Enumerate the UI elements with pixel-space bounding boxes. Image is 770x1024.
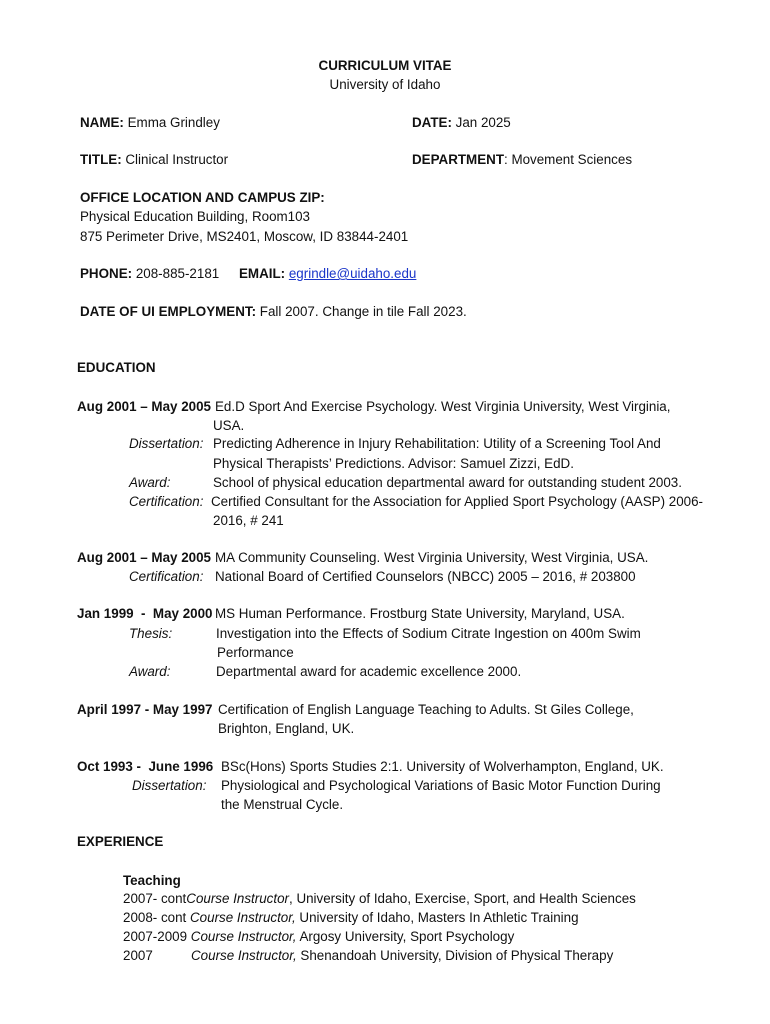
edu1-dissertation-line1: Predicting Adherence in Injury Rehabilitation: Utility of a Screening Tool And: [213, 436, 661, 451]
edu5-dissertation-label: Dissertation:: [132, 778, 207, 793]
edu5-degree: BSc(Hons) Sports Studies 2:1. University of Wolverhampton, England, UK.: [221, 759, 664, 774]
teaching-sep: ,: [288, 891, 293, 906]
edu4-line1: Certification of English Language Teaching to Adults. St Giles College,: [218, 702, 634, 717]
edu1-degree-line2: USA.: [213, 418, 245, 433]
edu5-dates: Oct 1993 - June 1996: [77, 759, 214, 774]
email-link[interactable]: egrindle@uidaho.edu: [288, 266, 417, 281]
teaching-row-detail: [191, 946, 613, 965]
edu2-degree: MA Community Counseling. West Virginia University, West Virginia, USA.: [215, 550, 649, 565]
date-row: [412, 113, 511, 132]
edu5-dissertation-line1: Physiological and Psychological Variations of Basic Motor Function During: [221, 778, 661, 793]
title-row: [80, 150, 228, 169]
edu2-certification-label: Certification:: [129, 569, 204, 584]
department-value: : Movement Sciences: [504, 152, 633, 167]
edu1-dissertation-line2: Physical Therapists’ Predictions. Advisor: Samuel Zizzi, EdD.: [213, 456, 574, 471]
edu1-certification-line2: 2016, # 241: [213, 513, 284, 528]
teaching-row: [123, 889, 636, 908]
edu1-certification-line1: Certified Consultant for the Association for Applied Sport Psychology (AASP) 2006-: [211, 494, 703, 509]
edu1-award-label: Award:: [129, 475, 171, 490]
teaching-role: Course Instructor,: [191, 948, 297, 963]
edu4-dates: April 1997 - May 1997: [77, 702, 213, 717]
edu1-certification-label: Certification:: [129, 494, 204, 509]
teaching-place: University of Idaho, Exercise, Sport, and Health Sciences: [292, 891, 636, 906]
edu1-dissertation-label: Dissertation:: [129, 436, 204, 451]
teaching-role: Course Instructor,: [190, 910, 296, 925]
edu2-dates: Aug 2001 – May 2005: [77, 550, 211, 565]
institution-name: University of Idaho: [329, 77, 441, 92]
edu3-award-label: Award:: [129, 664, 171, 679]
edu3-award: Departmental award for academic excellence 2000.: [216, 664, 522, 679]
name-value: Emma Grindley: [127, 115, 220, 130]
edu3-thesis-line2: Performance: [217, 645, 294, 660]
cv-title: CURRICULUM VITAE: [318, 58, 452, 73]
title-value: Clinical Instructor: [125, 152, 229, 167]
edu2-certification: National Board of Certified Counselors (NBCC) 2005 – 2016, # 203800: [215, 569, 636, 584]
employment-value: Fall 2007. Change in tile Fall 2023.: [259, 304, 467, 319]
teaching-heading: Teaching: [123, 873, 181, 888]
teaching-years: 2007-2009: [123, 929, 188, 944]
edu1-dates: Aug 2001 – May 2005: [77, 399, 211, 414]
name-row: [80, 113, 220, 132]
department-row: [412, 150, 632, 169]
teaching-role: Course Instructor: [186, 891, 289, 906]
date-value: Jan 2025: [455, 115, 511, 130]
phone-row: [80, 264, 219, 283]
title-label: TITLE:: [80, 152, 122, 167]
name-label: NAME:: [80, 115, 124, 130]
teaching-row: [123, 927, 514, 946]
edu4-line2: Brighton, England, UK.: [218, 721, 355, 736]
teaching-role: Course Instructor,: [190, 929, 297, 944]
edu1-award: School of physical education departmental award for outstanding student 2003.: [213, 475, 682, 490]
edu1-degree-line1: Ed.D Sport And Exercise Psychology. West Virginia University, West Virginia,: [215, 399, 671, 414]
teaching-place: Shenandoah University, Division of Physical Therapy: [296, 948, 614, 963]
edu5-dissertation-line2: the Menstrual Cycle.: [221, 797, 344, 812]
edu3-dates: Jan 1999 - May 2000: [77, 606, 213, 621]
department-label: DEPARTMENT: [412, 152, 504, 167]
phone-label: PHONE:: [80, 266, 133, 281]
email-row: [239, 264, 416, 283]
office-line-2: 875 Perimeter Drive, MS2401, Moscow, ID 83844-2401: [80, 229, 409, 244]
teaching-place: University of Idaho, Masters In Athletic Training: [295, 910, 579, 925]
employment-row: [80, 302, 467, 321]
edu3-degree: MS Human Performance. Frostburg State University, Maryland, USA.: [215, 606, 625, 621]
office-label: OFFICE LOCATION AND CAMPUS ZIP:: [80, 190, 325, 205]
teaching-years: 2007: [123, 948, 153, 963]
edu3-thesis-label: Thesis:: [129, 626, 173, 641]
email-label: EMAIL:: [239, 266, 286, 281]
education-heading: EDUCATION: [77, 360, 156, 375]
teaching-row: [123, 908, 579, 927]
teaching-years: 2007- cont: [123, 891, 187, 906]
employment-label: DATE OF UI EMPLOYMENT:: [80, 304, 257, 319]
teaching-place: Argosy University, Sport Psychology: [296, 929, 515, 944]
teaching-row: [123, 946, 153, 965]
experience-heading: EXPERIENCE: [77, 834, 164, 849]
edu3-thesis-line1: Investigation into the Effects of Sodium Citrate Ingestion on 400m Swim: [216, 626, 641, 641]
teaching-years: 2008- cont: [123, 910, 187, 925]
phone-value: 208-885-2181: [135, 266, 220, 281]
office-line-1: Physical Education Building, Room103: [80, 209, 311, 224]
date-label: DATE:: [412, 115, 452, 130]
